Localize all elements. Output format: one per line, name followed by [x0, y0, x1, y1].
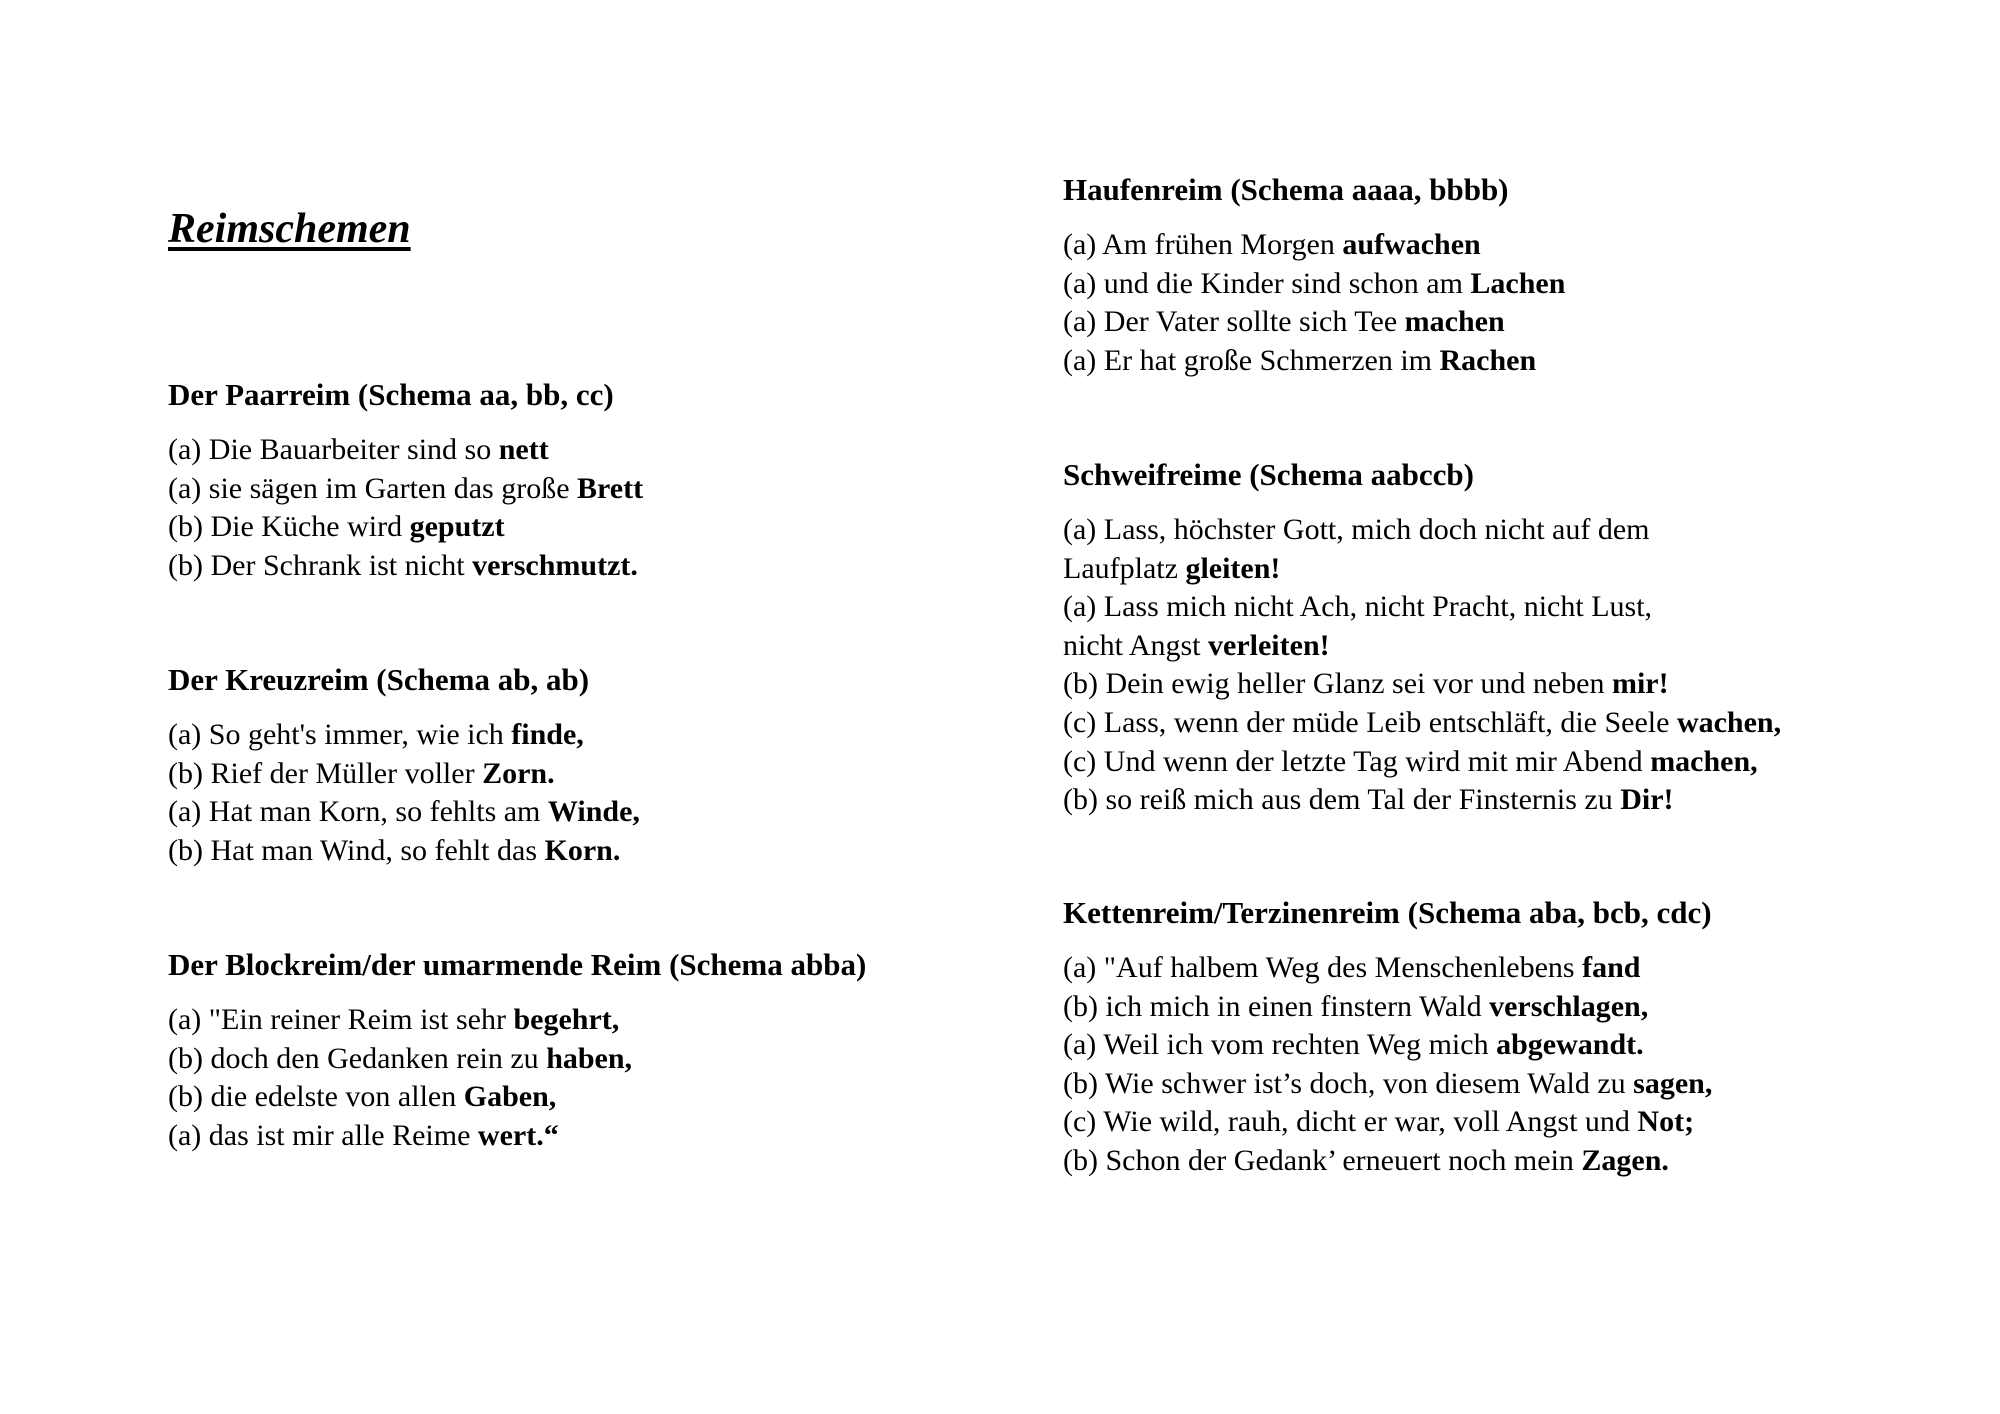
rhyme-word: mir!	[1611, 667, 1669, 701]
rhyme-word: Dir!	[1620, 783, 1674, 817]
verse-line: (a) So geht's immer, wie ich finde,	[168, 718, 584, 751]
rhyme-word: haben,	[546, 1041, 633, 1075]
section-paarreim	[168, 375, 1008, 585]
rhyme-word: Winde,	[547, 795, 640, 829]
rhyme-word: gleiten!	[1185, 551, 1281, 585]
section-haufenreim	[1063, 170, 1963, 380]
verse-line: (a) "Ein reiner Reim ist sehr begehrt,	[168, 1003, 620, 1036]
verse-lines	[1063, 949, 1963, 1181]
verse-line: (a) Lass, höchster Gott, mich doch nicht auf dem Laufplatz gleiten!	[1063, 513, 1650, 585]
verse-line: (c) Wie wild, rauh, dicht er war, voll Angst und Not;	[1063, 1105, 1695, 1139]
rhyme-word: Zorn.	[482, 756, 555, 790]
verse-lines	[168, 1001, 1008, 1155]
rhyme-word: Zagen.	[1581, 1143, 1669, 1177]
verse-line: (b) Rief der Müller voller Zorn.	[168, 756, 555, 790]
rhyme-word: verschmutzt.	[472, 548, 638, 582]
verse-line: (b) so reiß mich aus dem Tal der Finsternis zu Dir!	[1063, 783, 1674, 817]
rhyme-word: aufwachen	[1342, 228, 1481, 261]
rhyme-word: sagen,	[1633, 1066, 1713, 1100]
rhyme-word: nett	[498, 433, 549, 466]
rhyme-word: finde,	[511, 718, 584, 751]
verse-line: (a) sie sägen im Garten das große Brett	[168, 471, 644, 505]
verse-line: (a) und die Kinder sind schon am Lachen	[1063, 266, 1566, 300]
section-heading: Kettenreim/Terzinenreim (Schema aba, bcb, cdc)	[1063, 895, 1712, 930]
section-heading: Schweifreime (Schema aabccb)	[1063, 457, 1474, 492]
rhyme-word: fand	[1582, 951, 1641, 984]
verse-line: (a) Am frühen Morgen aufwachen	[1063, 228, 1481, 261]
verse-line: (a) Hat man Korn, so fehlts am Winde,	[168, 795, 640, 829]
rhyme-word: geputzt	[409, 510, 505, 544]
verse-line: (a) Der Vater sollte sich Tee machen	[1063, 305, 1505, 339]
verse-lines	[1063, 226, 1963, 380]
rhyme-word: abgewandt.	[1496, 1028, 1644, 1062]
verse-line: (c) Und wenn der letzte Tag wird mit mir Abend machen,	[1063, 744, 1758, 778]
section-heading: Der Kreuzreim (Schema ab, ab)	[168, 662, 590, 697]
verse-line: (a) "Auf halbem Weg des Menschenlebens fand	[1063, 951, 1641, 984]
verse-lines	[168, 716, 1008, 870]
rhyme-word: wachen,	[1676, 705, 1782, 739]
verse-line: (a) Weil ich vom rechten Weg mich abgewandt.	[1063, 1028, 1644, 1062]
rhyme-word: Brett	[577, 471, 644, 505]
verse-line: (b) Hat man Wind, so fehlt das Korn.	[168, 833, 621, 867]
verse-lines	[1063, 511, 1782, 820]
rhyme-word: Korn.	[544, 833, 621, 867]
verse-line: (a) Er hat große Schmerzen im Rachen	[1063, 343, 1537, 377]
section-kettenreim	[1063, 893, 1963, 1181]
rhyme-word: begehrt,	[513, 1003, 620, 1036]
section-blockreim	[168, 945, 1008, 1155]
rhyme-word: Lachen	[1470, 266, 1566, 300]
verse-line: (b) Der Schrank ist nicht verschmutzt.	[168, 548, 638, 582]
rhyme-word: Gaben,	[463, 1080, 557, 1114]
rhyme-word: machen,	[1650, 744, 1758, 778]
verse-line: (b) ich mich in einen finstern Wald verschlagen,	[1063, 989, 1649, 1023]
rhyme-word: machen	[1404, 305, 1505, 339]
verse-line: (b) Wie schwer ist’s doch, von diesem Wald zu sagen,	[1063, 1066, 1713, 1100]
section-heading: Haufenreim (Schema aaaa, bbbb)	[1063, 172, 1509, 207]
verse-line: (a) Lass mich nicht Ach, nicht Pracht, nicht Lust, nicht Angst verleiten!	[1063, 590, 1653, 662]
rhyme-word: Not;	[1637, 1105, 1695, 1139]
verse-line: (b) die edelste von allen Gaben,	[168, 1080, 557, 1114]
verse-line: (b) Dein ewig heller Glanz sei vor und neben mir!	[1063, 667, 1669, 701]
verse-line: (b) doch den Gedanken rein zu haben,	[168, 1041, 633, 1075]
section-heading: Der Blockreim/der umarmende Reim (Schema abba)	[168, 947, 867, 982]
verse-line: (b) Schon der Gedank’ erneuert noch mein Zagen.	[1063, 1143, 1669, 1177]
section-schweifreim	[1063, 455, 1782, 820]
verse-line: (a) Die Bauarbeiter sind so nett	[168, 433, 549, 466]
verse-line: (a) das ist mir alle Reime wert.“	[168, 1118, 559, 1152]
rhyme-word: Rachen	[1439, 343, 1537, 377]
verse-line: (b) Die Küche wird geputzt	[168, 510, 505, 544]
page-title: Reimschemen	[168, 206, 411, 252]
section-kreuzreim	[168, 660, 1008, 870]
section-heading: Der Paarreim (Schema aa, bb, cc)	[168, 377, 614, 412]
rhyme-word: wert.“	[477, 1118, 559, 1152]
rhyme-word: verschlagen,	[1489, 989, 1649, 1023]
verse-line: (c) Lass, wenn der müde Leib entschläft, die Seele wachen,	[1063, 705, 1782, 739]
verse-lines	[168, 431, 1008, 585]
rhyme-word: verleiten!	[1208, 628, 1330, 662]
